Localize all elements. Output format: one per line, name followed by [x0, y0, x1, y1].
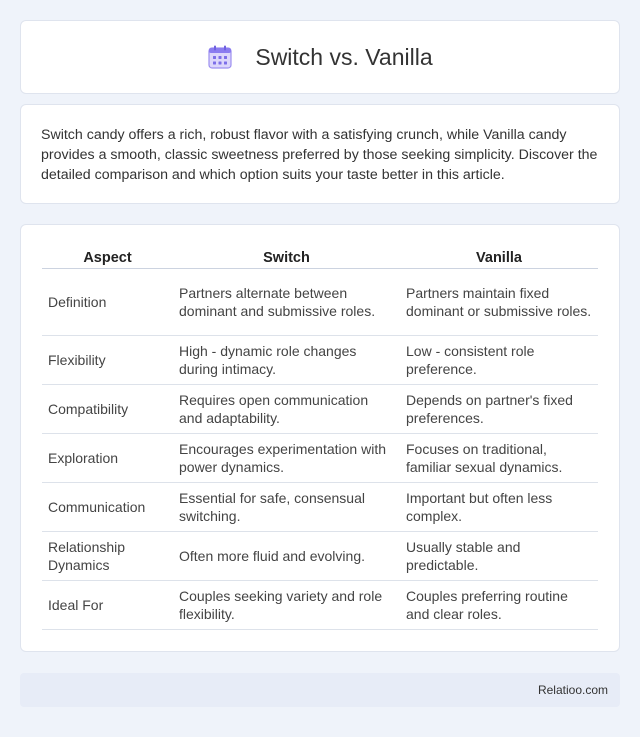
- intro-text: Switch candy offers a rich, robust flavor with a satisfying crunch, while Vanilla candy provides a smooth, classic sweetness preferred by those seeking simplicity. Discover the detailed comparison and which option suits your taste better in this article.: [41, 127, 598, 183]
- table-header-row: [42, 245, 598, 269]
- row-aspect: Definition: [42, 269, 173, 336]
- calendar-icon: [207, 44, 233, 70]
- row-switch: Often more fluid and evolving.: [173, 532, 400, 581]
- row-aspect: Exploration: [42, 434, 173, 483]
- title-card: [20, 20, 620, 94]
- footer-brand: Relatioo.com: [537, 683, 608, 697]
- row-vanilla: Depends on partner's fixed preferences.: [400, 385, 598, 434]
- row-aspect: Flexibility: [42, 336, 173, 385]
- row-switch: Essential for safe, consensual switching.: [173, 483, 400, 532]
- row-switch: High - dynamic role changes during intimacy.: [173, 336, 400, 385]
- row-aspect: Relationship Dynamics: [42, 532, 173, 581]
- row-aspect: Compatibility: [42, 385, 173, 434]
- row-vanilla: Important but often less complex.: [400, 483, 598, 532]
- row-vanilla: Focuses on traditional, familiar sexual dynamics.: [400, 434, 598, 483]
- row-aspect: Ideal For: [42, 581, 173, 630]
- table-row: [42, 385, 598, 434]
- footer: [20, 673, 620, 707]
- row-vanilla: Low - consistent role preference.: [400, 336, 598, 385]
- row-switch: Requires open communication and adaptability.: [173, 385, 400, 434]
- table-row: [42, 269, 598, 336]
- row-switch: Couples seeking variety and role flexibility.: [173, 581, 400, 630]
- header-vanilla: Vanilla: [400, 245, 598, 269]
- page-title: Switch vs. Vanilla: [255, 43, 433, 70]
- row-aspect: Communication: [42, 483, 173, 532]
- comparison-card: [20, 224, 620, 652]
- table-row: [42, 434, 598, 483]
- header-switch: Switch: [173, 245, 400, 269]
- row-vanilla: Couples preferring routine and clear roles.: [400, 581, 598, 630]
- table-row: [42, 336, 598, 385]
- row-switch: Encourages experimentation with power dynamics.: [173, 434, 400, 483]
- row-switch: Partners alternate between dominant and submissive roles.: [173, 269, 400, 336]
- table-row: [42, 581, 598, 630]
- row-vanilla: Usually stable and predictable.: [400, 532, 598, 581]
- table-row: [42, 532, 598, 581]
- table-row: [42, 483, 598, 532]
- intro-card: [20, 104, 620, 204]
- header-aspect: Aspect: [42, 245, 173, 269]
- row-vanilla: Partners maintain fixed dominant or submissive roles.: [400, 269, 598, 336]
- comparison-table: [42, 245, 598, 630]
